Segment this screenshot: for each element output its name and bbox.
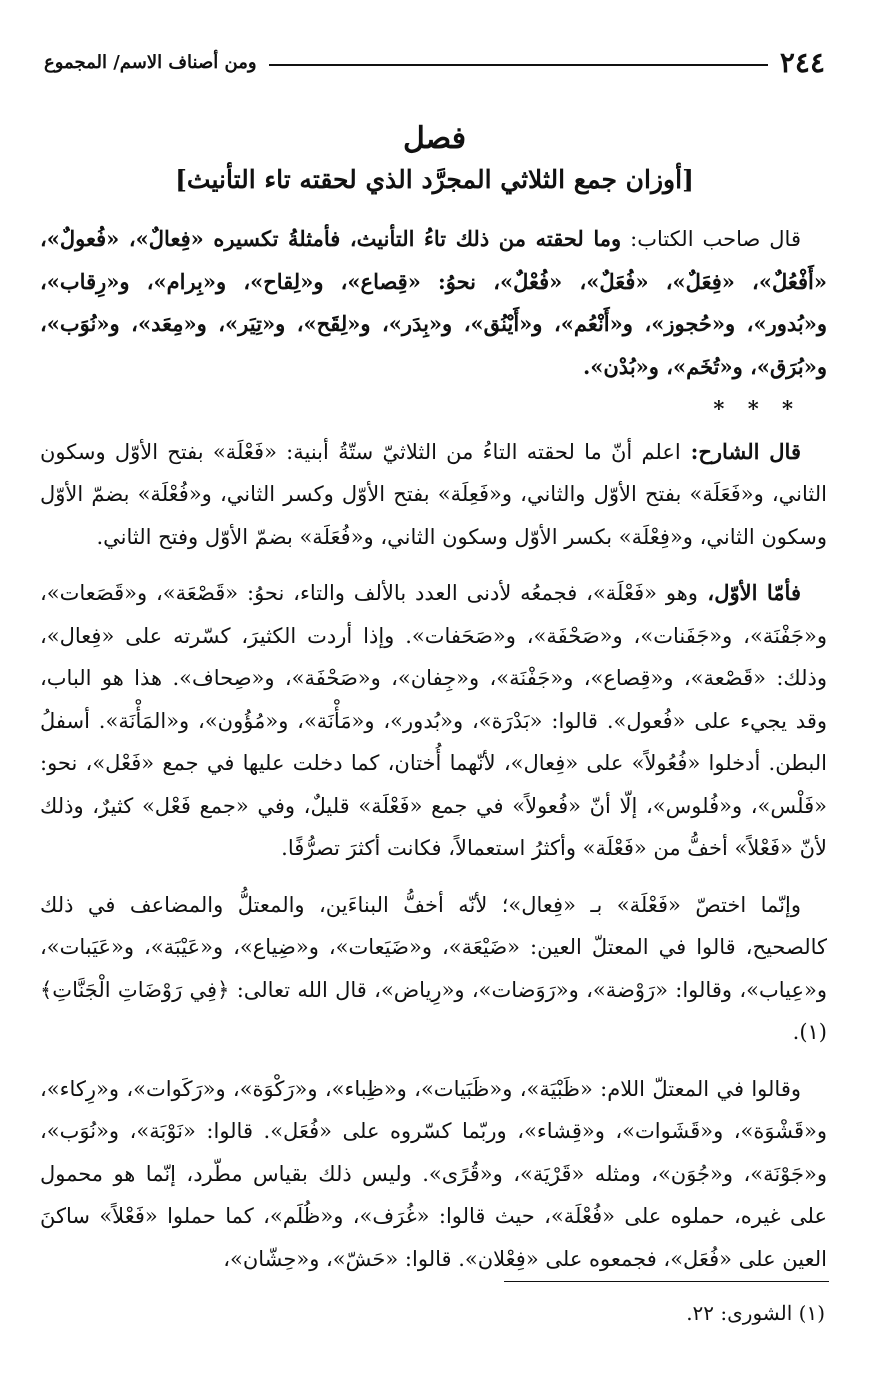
footnote-rule xyxy=(504,1281,829,1282)
paragraph-author xyxy=(40,218,827,388)
paragraph-text: اعلم أنّ ما لحقته التاءُ من الثلاثيّ ستّةُ أبنية: «فَعْلَة» بفتح الأوّل وسكون الثاني، و«فَعَلَة» بفتح الأوّل والثاني، و«فَعِلَة» بفتح الأوّل وكسر الثاني، و«فُعْلَة» بضمّ الأوّل وسكون الثاني، و«فِعْلَة» بكسر الأوّل وسكون الثاني، و«فُعَلَة» بضمّ الأوّل وفتح الثاني. xyxy=(40,439,827,549)
footnote: (١) الشورى: ٢٢. xyxy=(686,1301,825,1325)
paragraph-text: وما لحقته من ذلك تاءُ التأنيث، فأمثلةُ تكسيره «فِعالٌ»، «فُعولٌ»، «أَفْعُلٌ»، «فِعَلٌ»، «فُعَلٌ»، «فُعْلٌ»، نحوُ: «قِصاع»، و«لِقاح»، و«بِرام»، و«رِقاب»، و«بُدور»، و«حُجوز»، و«أَنْعُم»، و«أَيْنُق»، و«بِدَر»، و«لِقَح»، و«تِيَر»، و«مِعَد»، و«نُوَب»، و«بُرَق»، و«تُخَم»، و«بُدْن». xyxy=(40,226,827,379)
paragraph-lead: قال الشارح: xyxy=(680,438,801,464)
paragraph-defective xyxy=(40,1068,827,1281)
page-number: ٢٤٤ xyxy=(779,45,825,79)
paragraph-text: وإنّما اختصّ «فَعْلَة» بـ «فِعال»؛ لأنّه أخفُّ البناءَين، والمعتلُّ والمضاعف في ذلك كالصحيح، قالوا في المعتلّ العين: «ضَيْعَة»، و«ضَيَعات»، و«ضِياع»، و«عَيْبَة»، و«عَيَبات»، و«عِياب»، وقالوا: «رَوْضة»، و«رَوَضات»، و«رِياض»، قال الله تعالى: ﴿فِي رَوْضَاتِ الْجَنَّاتِ﴾(١). xyxy=(40,892,827,1044)
paragraph-text: وقالوا في المعتلّ اللام: «ظَبْيَة»، و«ظَبَيات»، و«ظِباء»، و«رَكْوَة»، و«رَكَوات»، و«رِكاء»، و«قَشْوَة»، و«قَشَوات»، و«قِشاء»، وربّما كسّروه على «فُعَل». قالوا: «نَوْبَة»، و«نُوَب»، و«جَوْنَة»، و«جُوَن»، ومثله «قَرْيَة»، و«قُرًى». وليس ذلك بقياس مطّرد، إنّما هو محمول على غيره، حملوه على «فُعْلَة»، حيث قالوا: «غُرَف»، و«ظُلَم»، كما حملوا «فَعْلاً» ساكنَ العين على «فُعَل»، فجمعوه على «فِعْلان». قالوا: «حَشّ»، و«حِشّان»، xyxy=(40,1076,827,1271)
header-rule xyxy=(269,64,768,66)
paragraph-commentary xyxy=(40,431,827,559)
body-text xyxy=(40,218,827,1280)
section-title: فصل xyxy=(402,121,467,156)
running-header xyxy=(44,42,825,82)
paragraph-lead: فأمّا الأوّل، xyxy=(697,580,801,605)
paragraph-first-form xyxy=(40,572,827,870)
paragraph-hollow xyxy=(40,884,827,1054)
paragraph-lead: قال صاحب الكتاب: xyxy=(621,227,801,251)
paragraph-text: وهو «فَعْلَة»، فجمعُه لأدنى العدد بالألف والتاء، نحوُ: «قَصْعَة»، و«قَصَعات»، و«جَفْنَة»، و«جَفَنات»، و«صَحْفَة»، و«صَحَفات». وإذا أردت الكثيرَ، كسّرته على «فِعال»، وذلك: «قَصْعة»، و«قِصاع»، و«جَفْنَة»، و«جِفان»، و«صَحْفَة»، و«صِحاف». هذا هو الباب، وقد يجيء على «فُعول». قالوا: «بَدْرَة»، و«بُدور»، و«مَأْنَة»، و«مُؤُون»، و«المَأْنَة». أسفلُ البطن. أدخلوا «فُعُولاً» على «فِعال»، لأنّهما أُختان، كما دخلت عليها في جمع «فَعْل»، نحو: «فَلْس»، و«فُلوس»، إلّا أنّ «فُعولاً» في جمع «فَعْلَة» قليلٌ، وفي «جمع فَعْل» كثيرٌ، وذلك لأنّ «فَعْلاً» أخفُّ من «فَعْلَة» وأكثرُ استعمالاً، فكانت أكثرَ تصرُّفًا. xyxy=(40,581,827,860)
running-title: ومن أصناف الاسم/ المجموع xyxy=(44,51,257,73)
section-subtitle: [أوزان جمع الثلاثي المجرَّد الذي لحقته تاء التأنيث] xyxy=(175,165,694,194)
separator-stars: * * * xyxy=(713,396,801,421)
section-heading xyxy=(44,118,825,200)
